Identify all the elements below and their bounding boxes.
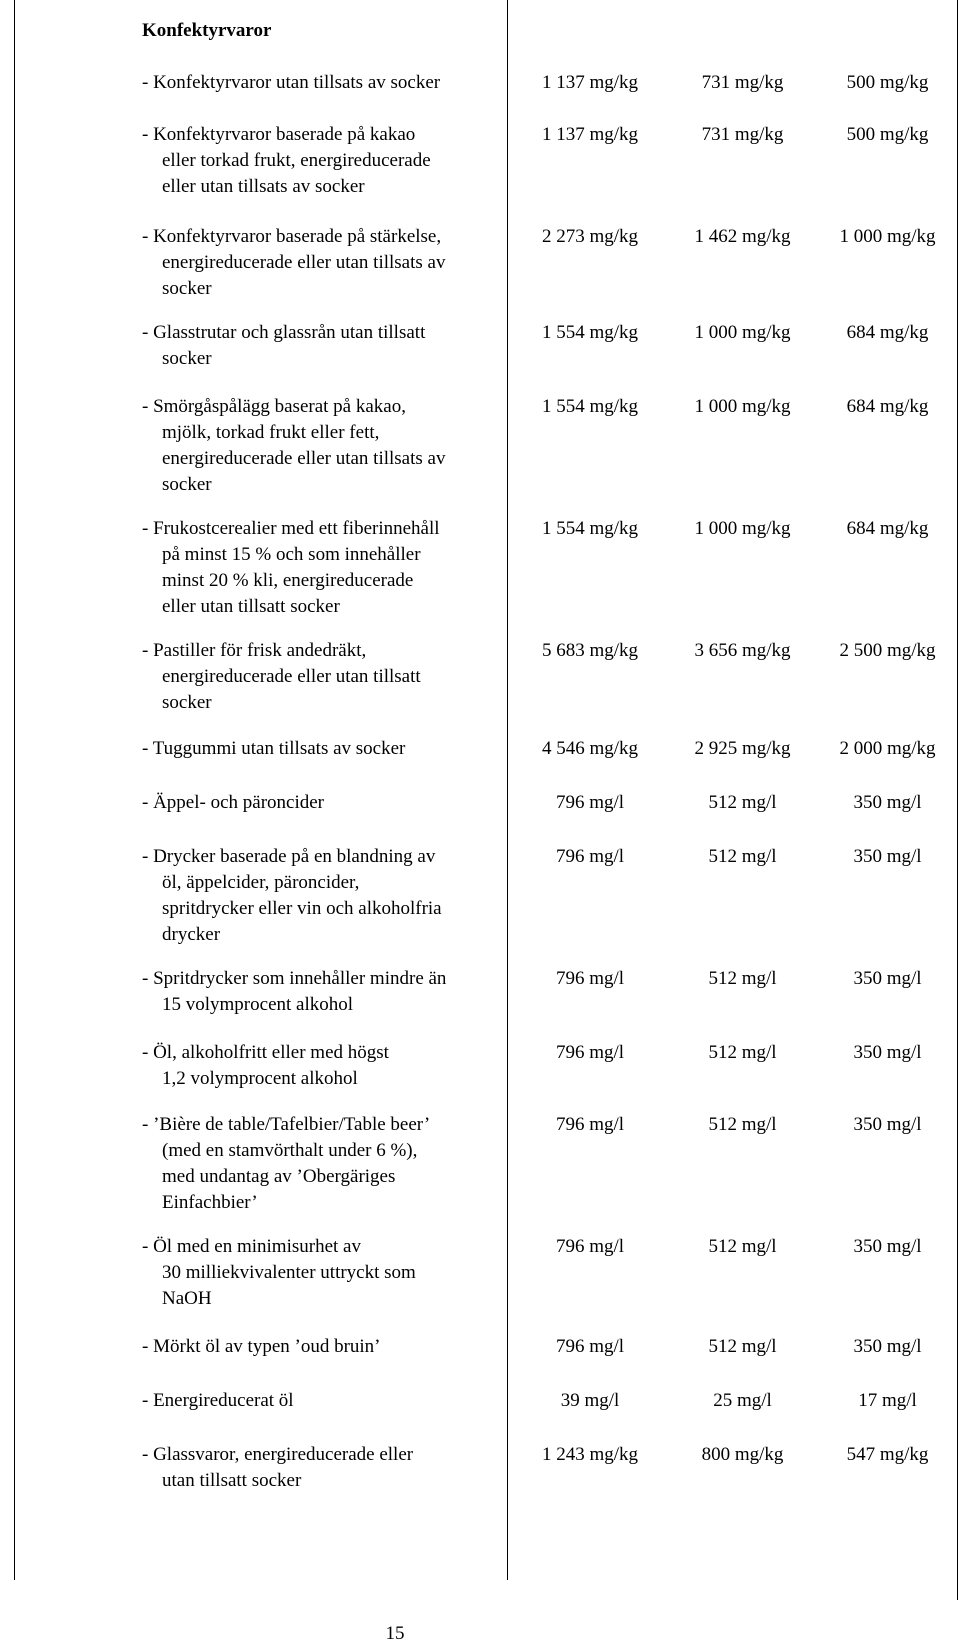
value-column-1: 1 554 mg/kg [541,396,639,417]
row-label-line: på minst 15 % och som innehåller [162,544,421,565]
value-column-3: 684 mg/kg [846,518,929,539]
value-column-1: 5 683 mg/kg [541,640,639,661]
row-label-line: - Mörkt öl av typen ’oud bruin’ [142,1336,381,1357]
value-column-2: 1 000 mg/kg [694,396,791,417]
section-title: Konfektyrvaror [142,20,272,41]
row-label [142,224,502,302]
value-column-1: 4 546 mg/kg [541,738,639,759]
value-column-3: 2 000 mg/kg [839,738,936,759]
row-label-line: - Öl med en minimisurhet av [142,1236,361,1257]
row-label-line: - Öl, alkoholfritt eller med högst [142,1042,389,1063]
value-column-3: 350 mg/l [853,846,922,867]
row-label [142,1040,502,1092]
value-column-1: 796 mg/l [555,1336,625,1357]
value-column-2: 1 000 mg/kg [694,322,791,343]
value-column-2: 731 mg/kg [701,72,784,93]
value-column-2: 3 656 mg/kg [694,640,791,661]
row-label [142,844,502,948]
value-column-3: 684 mg/kg [846,322,929,343]
row-label-line: - Konfektyrvaror baserade på kakao [142,124,416,145]
row-label [142,736,502,762]
value-column-2: 512 mg/l [708,1236,777,1257]
row-label-line: (med en stamvörthalt under 6 %), [162,1140,418,1161]
value-column-1: 1 243 mg/kg [541,1444,639,1465]
value-column-1: 796 mg/l [555,1114,625,1135]
value-column-1: 39 mg/l [560,1390,620,1411]
row-label-line: - Smörgåspålägg baserat på kakao, [142,396,406,417]
row-label-line: - Glasstrutar och glassrån utan tillsatt [142,322,426,343]
value-column-1: 796 mg/l [555,846,625,867]
row-label-line: - Tuggummi utan tillsats av socker [142,738,406,759]
row-label-line: Einfachbier’ [162,1192,258,1213]
row-label-line: socker [162,474,212,495]
value-column-2: 2 925 mg/kg [694,738,791,759]
row-label-line: energireducerade eller utan tillsatt [162,666,421,687]
page-number: 15 [385,1623,405,1644]
row-label-line: 15 volymprocent alkohol [162,994,354,1015]
value-column-3: 684 mg/kg [846,396,929,417]
value-column-3: 500 mg/kg [846,72,929,93]
row-label-line: utan tillsatt socker [162,1470,302,1491]
value-column-2: 731 mg/kg [701,124,784,145]
value-column-2: 1 462 mg/kg [694,226,791,247]
row-label-line: - Konfektyrvaror baserade på stärkelse, [142,226,442,247]
table-column-divider [507,0,508,1580]
row-label-line: socker [162,348,212,369]
row-label-line: - ’Bière de table/Tafelbier/Table beer’ [142,1114,431,1135]
row-label [142,638,502,716]
row-label-line: drycker [162,924,221,945]
row-label-line: spritdrycker eller vin och alkoholfria [162,898,442,919]
row-label-line: 30 milliekvivalenter uttryckt som [162,1262,416,1283]
value-column-3: 350 mg/l [853,1042,922,1063]
table-left-border [14,0,15,1580]
row-label [142,394,502,498]
value-column-3: 2 500 mg/kg [839,640,936,661]
row-label-line: 1,2 volymprocent alkohol [162,1068,358,1089]
value-column-3: 350 mg/l [853,1114,922,1135]
value-column-1: 796 mg/l [555,1042,625,1063]
row-label-line: eller utan tillsatt socker [162,596,340,617]
value-column-2: 512 mg/l [708,968,777,989]
row-label-line: energireducerade eller utan tillsats av [162,252,446,273]
table-right-border [957,0,958,1600]
value-column-2: 1 000 mg/kg [694,518,791,539]
row-label [142,790,502,816]
row-label-line: - Frukostcerealier med ett fiberinnehåll [142,518,440,539]
row-label [142,1388,502,1414]
row-label-line: energireducerade eller utan tillsats av [162,448,446,469]
row-label [142,1234,502,1312]
value-column-3: 500 mg/kg [846,124,929,145]
value-column-2: 25 mg/l [713,1390,772,1411]
row-label-line: - Äppel- och päroncider [142,792,325,813]
value-column-1: 1 137 mg/kg [541,124,639,145]
row-label-line: mjölk, torkad frukt eller fett, [162,422,380,443]
value-column-3: 350 mg/l [853,1236,922,1257]
row-label [142,516,502,620]
value-column-2: 512 mg/l [708,1336,777,1357]
value-column-2: 512 mg/l [708,1114,777,1135]
value-column-3: 17 mg/l [858,1390,917,1411]
row-label-line: socker [162,692,212,713]
value-column-1: 1 554 mg/kg [541,518,639,539]
row-label-line: - Pastiller för frisk andedräkt, [142,640,367,661]
row-label [142,966,502,1018]
row-label-line: - Drycker baserade på en blandning av [142,846,436,867]
row-label-line: minst 20 % kli, energireducerade [162,570,414,591]
value-column-3: 1 000 mg/kg [839,226,936,247]
row-label [142,1112,502,1216]
value-column-1: 1 137 mg/kg [541,72,639,93]
value-column-1: 1 554 mg/kg [541,322,639,343]
row-label-line: - Glassvaror, energireducerade eller [142,1444,414,1465]
row-label [142,1442,502,1494]
row-label-line: med undantag av ’Obergäriges [162,1166,396,1187]
value-column-1: 796 mg/l [555,968,625,989]
value-column-2: 512 mg/l [708,846,777,867]
value-column-3: 350 mg/l [853,792,922,813]
row-label [142,70,502,96]
value-column-2: 512 mg/l [708,792,777,813]
value-column-2: 512 mg/l [708,1042,777,1063]
row-label-line: socker [162,278,212,299]
row-label [142,1334,502,1360]
value-column-1: 2 273 mg/kg [541,226,639,247]
value-column-1: 796 mg/l [555,1236,625,1257]
value-column-3: 350 mg/l [853,968,922,989]
value-column-3: 350 mg/l [853,1336,922,1357]
row-label-line: - Energireducerat öl [142,1390,294,1411]
row-label-line: - Konfektyrvaror utan tillsats av socker [142,72,441,93]
value-column-2: 800 mg/kg [701,1444,784,1465]
row-label-line: eller torkad frukt, energireducerade [162,150,431,171]
row-label [142,122,502,200]
row-label-line: eller utan tillsats av socker [162,176,365,197]
row-label-line: öl, äppelcider, päroncider, [162,872,360,893]
value-column-1: 796 mg/l [555,792,625,813]
row-label [142,320,502,372]
value-column-3: 547 mg/kg [846,1444,929,1465]
row-label-line: - Spritdrycker som innehåller mindre än [142,968,447,989]
row-label-line: NaOH [162,1288,212,1309]
